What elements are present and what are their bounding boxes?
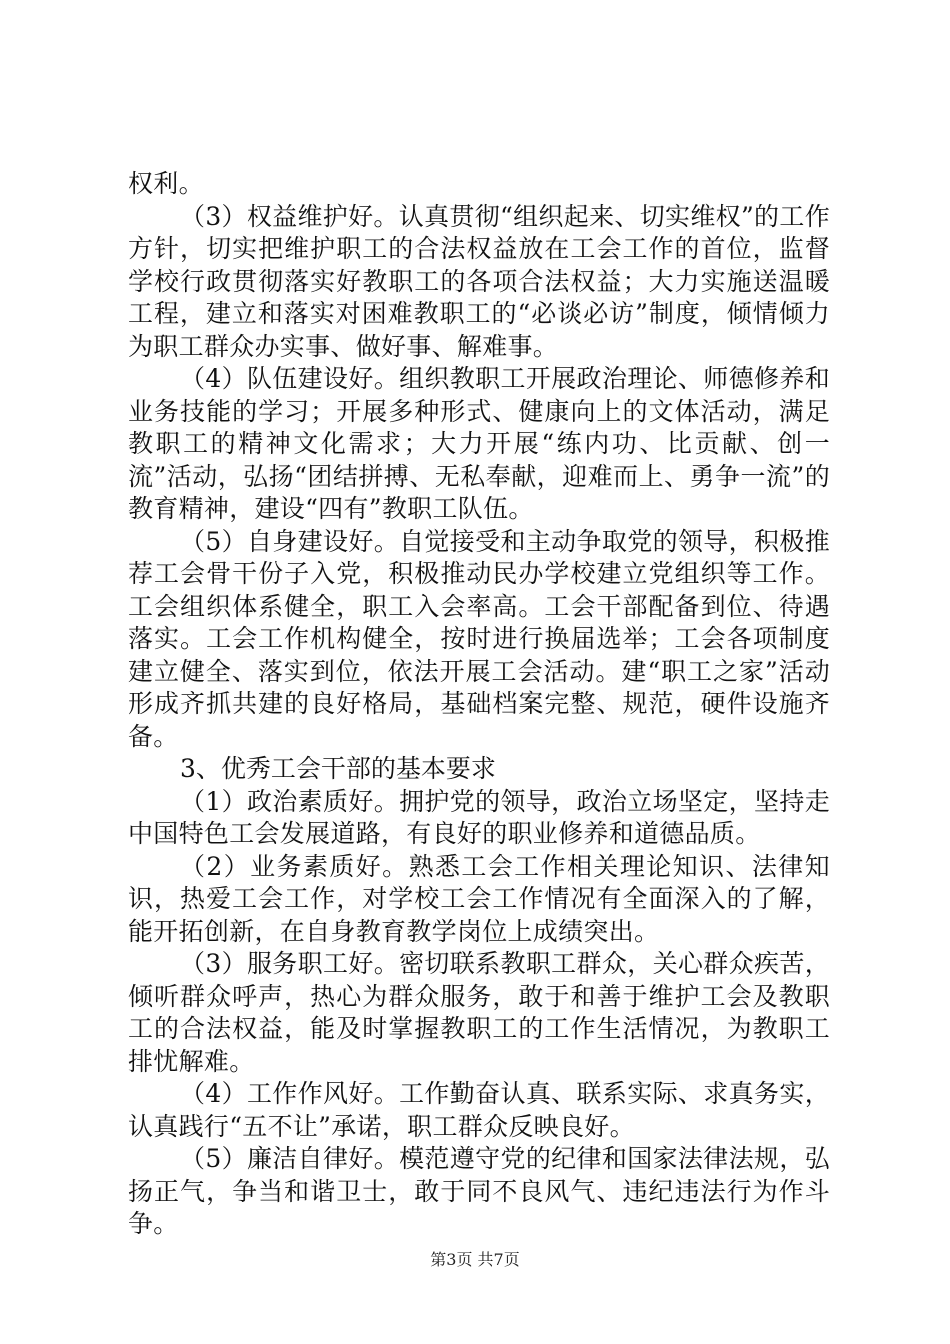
paragraph-rights-end: 权利。 (128, 169, 204, 198)
paragraph-business-quality: （2）业务素质好。熟悉工会工作相关理论知识、法律知识，热爱工会工作，对学校工会工作情况有全面深入的了解，能开拓创新，在自身教育教学岗位上成绩突出。 (128, 851, 830, 946)
paragraph-integrity: （5）廉洁自律好。模范遵守党的纪律和国家法律法规，弘扬正气，争当和谐卫士，敢于同不良风气、违纪违法行为作斗争。 (128, 1144, 830, 1238)
paragraph-serving-staff: （3）服务职工好。密切联系教职工群众，关心群众疾苦，倾听群众呼声，热心为群众服务，敢于和善于维护工会及教职工的合法权益，能及时掌握教职工的工作生活情况，为教职工排忧解难。 (128, 949, 830, 1076)
paragraph-rights-protection: （3）权益维护好。认真贯彻“组织起来、切实维权”的工作方针，切实把维护职工的合法权益放在工会工作的首位，监督学校行政贯彻落实好教职工的各项合法权益；大力实施送温暖工程，建立和落实对困难教职工的“必谈必访”制度，倾情倾力为职工群众办实事、做好事、解难事。 (128, 201, 830, 361)
section-heading-cadre-requirements: 3、优秀工会干部的基本要求 (180, 754, 496, 783)
paragraph-political-quality: （1）政治素质好。拥护党的领导，政治立场坚定，坚持走中国特色工会发展道路，有良好的职业修养和道德品质。 (128, 786, 830, 848)
page-number-footer: 第3页 共7页 (430, 1250, 520, 1269)
paragraph-work-style: （4）工作作风好。工作勤奋认真、联系实际、求真务实，认真践行“五不让”承诺，职工群众反映良好。 (128, 1079, 830, 1141)
paragraph-team-building: （4）队伍建设好。组织教职工开展政治理论、师德修养和业务技能的学习；开展多种形式、健康向上的文体活动，满足教职工的精神文化需求；大力开展“练内功、比贡献、创一流”活动，弘扬“团结拼搏、无私奉献，迎难而上、勇争一流”的教育精神，建设“四有”教职工队伍。 (128, 364, 830, 523)
document-body (128, 168, 830, 1241)
paragraph-self-building: （5）自身建设好。自觉接受和主动争取党的领导，积极推荐工会骨干份子入党，积极推动民办学校建立党组织等工作。工会组织体系健全，职工入会率高。工会干部配备到位、待遇落实。工会工作机构健全，按时进行换届选举；工会各项制度建立健全、落实到位，依法开展工会活动。建“职工之家”活动形成齐抓共建的良好格局，基础档案完整、规范，硬件设施齐备。 (128, 526, 830, 751)
